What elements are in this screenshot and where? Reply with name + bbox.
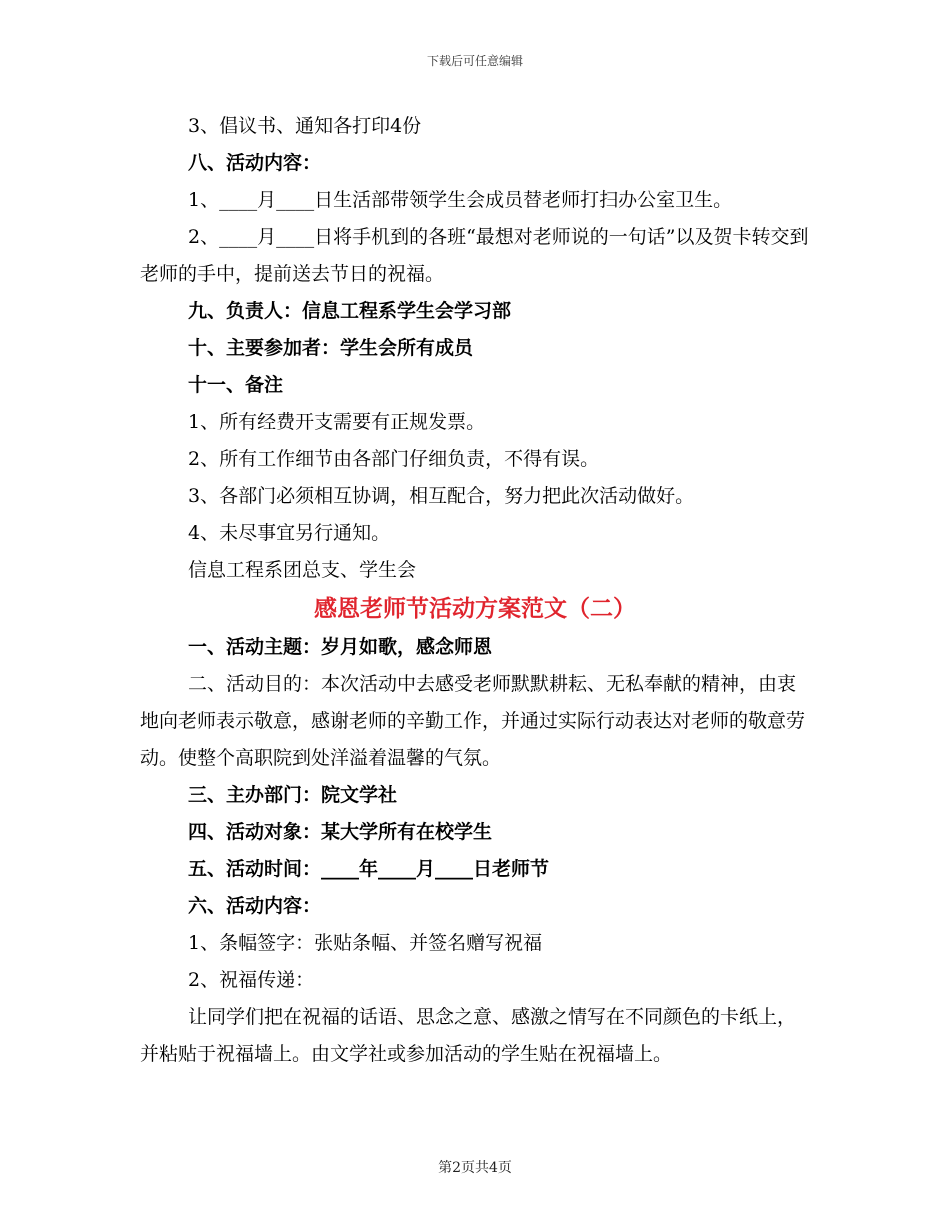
heading-time: 五、活动时间：____年____月____日老师节 bbox=[188, 858, 550, 880]
page-footer: 第2页共4页 bbox=[438, 1160, 512, 1176]
paragraph: 二、活动目的：本次活动中去感受老师默默耕耘、无私奉献的精神，由衷地向老师表示敬意，感谢老师的辛勤工作，并通过实际行动表达对老师的敬意劳动。使整个高职院到处洋溢着温馨的气氛。 bbox=[140, 673, 806, 769]
paragraph: 3、各部门必须相互协调，相互配合，努力把此次活动做好。 bbox=[188, 485, 695, 507]
heading-responsible: 九、负责人：信息工程系学生会学习部 bbox=[188, 300, 512, 322]
paragraph: 1、所有经费开支需要有正规发票。 bbox=[188, 411, 486, 433]
document-body bbox=[140, 108, 810, 1073]
section-title: 感恩老师节活动方案范文（二） bbox=[314, 595, 636, 622]
paragraph: 4、未尽事宜另行通知。 bbox=[188, 522, 391, 544]
signature-line: 信息工程系团总支、学生会 bbox=[188, 559, 417, 581]
paragraph: 1、____月____日生活部带领学生会成员替老师打扫办公室卫生。 bbox=[188, 189, 733, 211]
paragraph: 2、所有工作细节由各部门仔细负责，不得有误。 bbox=[188, 448, 600, 470]
paragraph: 让同学们把在祝福的话语、思念之意、感激之情写在不同颜色的卡纸上，并粘贴于祝福墙上。由文学社或参加活动的学生贴在祝福墙上。 bbox=[140, 1006, 797, 1065]
heading-activity-content: 八、活动内容： bbox=[188, 152, 322, 174]
heading-notes: 十一、备注 bbox=[188, 374, 284, 396]
paragraph: 2、祝福传递： bbox=[188, 969, 315, 991]
heading-audience: 四、活动对象：某大学所有在校学生 bbox=[188, 821, 493, 843]
paragraph: 3、倡议书、通知各打印4份 bbox=[188, 115, 422, 137]
heading-organizer: 三、主办部门：院文学社 bbox=[188, 784, 398, 806]
heading-theme: 一、活动主题：岁月如歌，感念师恩 bbox=[188, 636, 493, 658]
section-one bbox=[140, 108, 810, 589]
heading-content: 六、活动内容： bbox=[188, 895, 322, 917]
page-header: 下载后可任意编辑 bbox=[426, 54, 523, 68]
paragraph: 2、____月____日将手机到的各班“最想对老师说的一句话”以及贺卡转交到老师的手中，提前送去节日的祝福。 bbox=[140, 226, 809, 285]
section-two bbox=[140, 629, 810, 1073]
paragraph: 1、条幅签字：张贴条幅、并签名赠写祝福 bbox=[188, 932, 543, 954]
heading-participants: 十、主要参加者：学生会所有成员 bbox=[188, 337, 474, 359]
